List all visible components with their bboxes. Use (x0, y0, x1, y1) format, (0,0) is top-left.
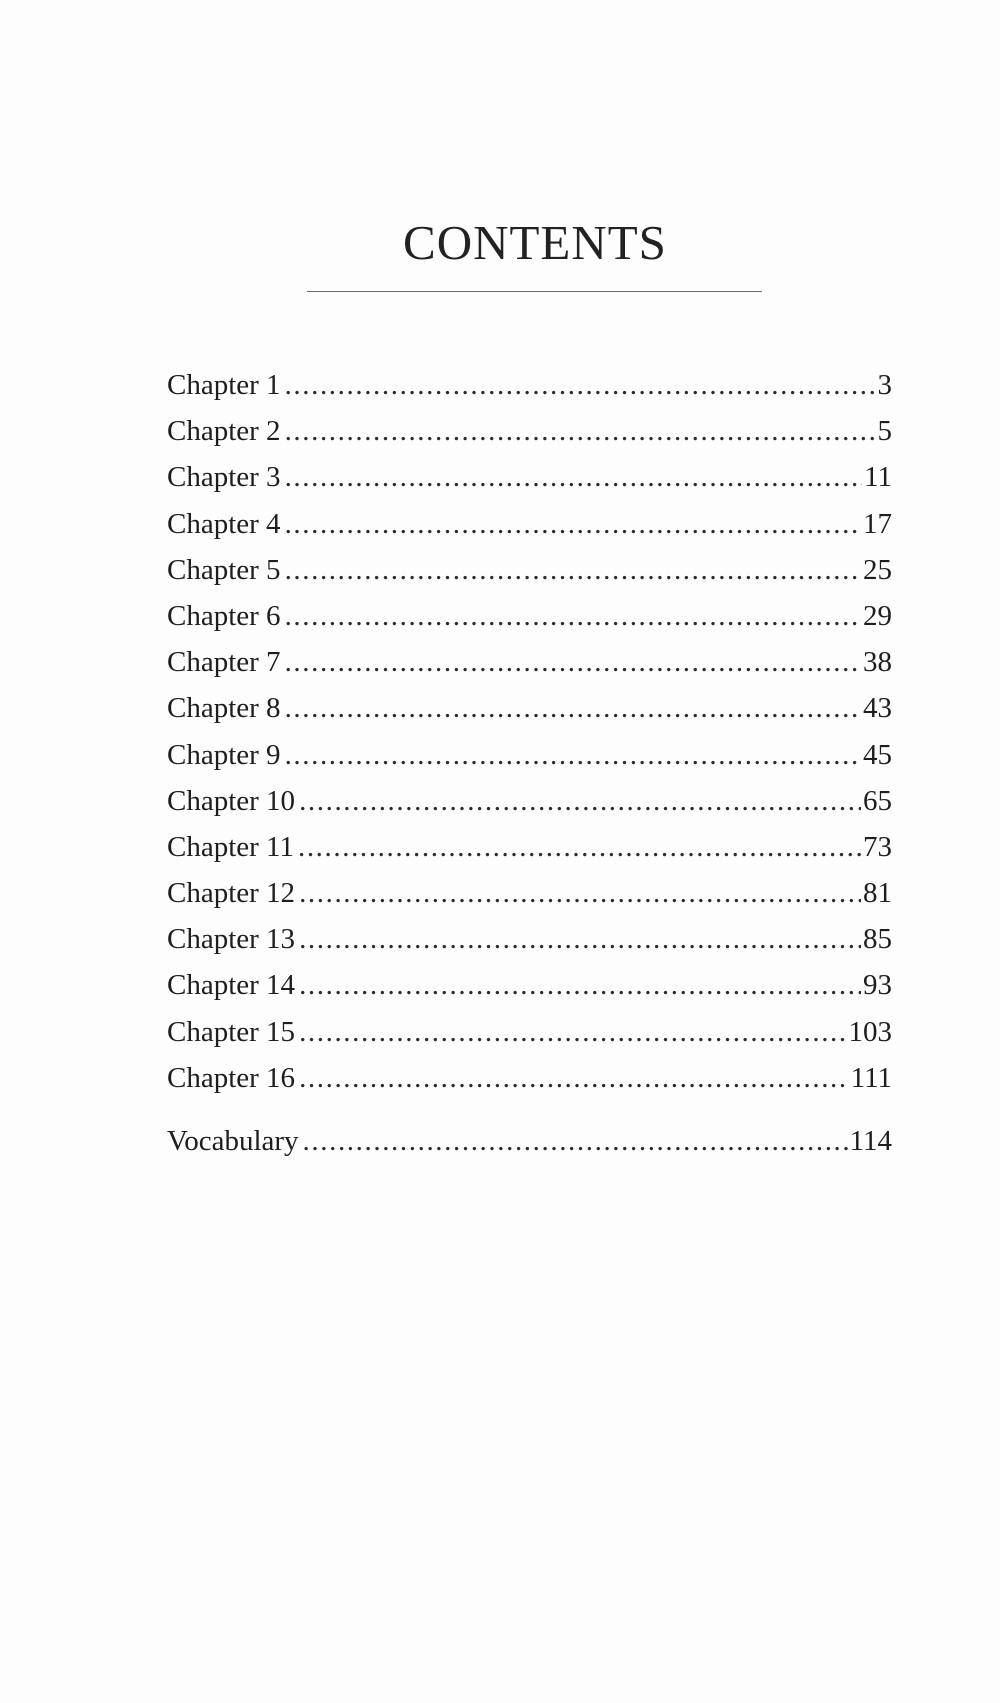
dot-leader (299, 870, 861, 916)
dot-leader (285, 362, 876, 408)
toc-entry-chapter-10[interactable] (167, 778, 892, 824)
toc-entry-chapter-4[interactable] (167, 501, 892, 547)
toc-entry-chapter-6[interactable] (167, 593, 892, 639)
entry-page-number: 114 (849, 1125, 892, 1157)
toc-entry-chapter-9[interactable] (167, 732, 892, 778)
title-rule (307, 291, 762, 292)
dot-leader (285, 685, 861, 731)
toc-entry-chapter-8[interactable] (167, 685, 892, 731)
toc-entry-chapter-3[interactable] (167, 454, 892, 500)
toc-entry-chapter-11[interactable] (167, 824, 892, 870)
entry-page-number: 103 (848, 1015, 892, 1048)
entry-page-number: 25 (863, 553, 892, 586)
entry-label: Chapter 2 (167, 415, 281, 448)
entry-label: Chapter 12 (167, 877, 296, 910)
entry-label: Chapter 10 (167, 784, 296, 817)
dot-leader (285, 408, 876, 454)
toc-entry-chapter-1[interactable] (167, 362, 892, 408)
toc-entry-chapter-5[interactable] (167, 547, 892, 593)
dot-leader (299, 778, 861, 824)
entry-label: Chapter 6 (167, 599, 281, 632)
dot-leader (285, 639, 861, 685)
entry-page-number: 73 (863, 830, 892, 863)
dot-leader (299, 962, 861, 1008)
entry-label: Chapter 1 (167, 369, 281, 401)
toc-entry-chapter-2[interactable] (167, 408, 892, 454)
entry-page-number: 17 (863, 507, 892, 540)
entry-label: Chapter 11 (167, 830, 294, 863)
toc-entry-chapter-13[interactable] (167, 916, 892, 962)
entry-label: Vocabulary (167, 1125, 299, 1157)
toc-entry-vocabulary[interactable] (167, 1118, 892, 1164)
dot-leader (285, 593, 861, 639)
dot-leader (285, 501, 861, 547)
dot-leader (285, 547, 861, 593)
entry-label: Chapter 13 (167, 923, 296, 956)
table-of-contents (167, 362, 892, 1164)
entry-page-number: 38 (863, 646, 892, 679)
dot-leader (299, 1009, 846, 1055)
entry-page-number: 81 (863, 877, 892, 910)
entry-page-number: 93 (863, 969, 892, 1002)
toc-entry-chapter-14[interactable] (167, 962, 892, 1008)
toc-entry-chapter-16[interactable] (167, 1055, 892, 1101)
page-title: CONTENTS (403, 215, 667, 270)
dot-leader (299, 1055, 849, 1101)
entry-page-number: 11 (864, 461, 892, 494)
entry-label: Chapter 14 (167, 969, 296, 1002)
entry-label: Chapter 5 (167, 553, 281, 586)
entry-page-number: 29 (863, 599, 892, 632)
toc-entry-chapter-12[interactable] (167, 870, 892, 916)
dot-leader (285, 732, 861, 778)
entry-page-number: 45 (863, 738, 892, 771)
dot-leader (299, 916, 861, 962)
entry-page-number: 85 (863, 923, 892, 956)
toc-entry-chapter-15[interactable] (167, 1009, 892, 1055)
entry-page-number: 5 (877, 415, 892, 448)
entry-label: Chapter 4 (167, 507, 281, 540)
entry-page-number: 65 (863, 784, 892, 817)
dot-leader (303, 1118, 848, 1164)
dot-leader (298, 824, 861, 870)
entry-page-number: 3 (877, 369, 892, 401)
entry-page-number: 43 (863, 692, 892, 725)
toc-entry-chapter-7[interactable] (167, 639, 892, 685)
entry-label: Chapter 9 (167, 738, 281, 771)
entry-label: Chapter 7 (167, 646, 281, 679)
entry-label: Chapter 3 (167, 461, 281, 494)
entry-page-number: 111 (850, 1061, 892, 1094)
dot-leader (285, 454, 863, 500)
entry-label: Chapter 15 (167, 1015, 296, 1048)
entry-label: Chapter 16 (167, 1061, 296, 1094)
entry-label: Chapter 8 (167, 692, 281, 725)
